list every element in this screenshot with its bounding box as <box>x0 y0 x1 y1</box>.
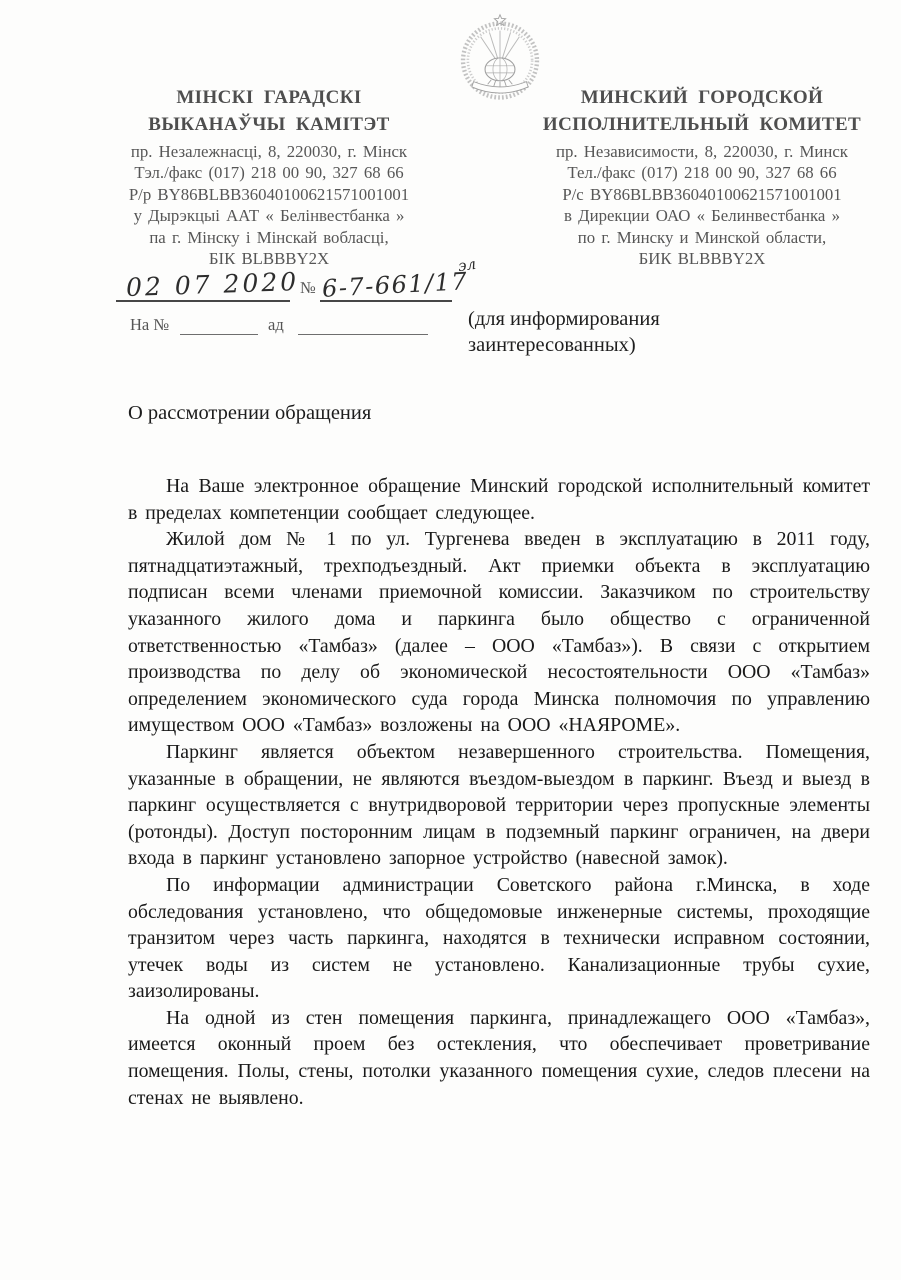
address-ru: пр. Независимости, 8, 220030, г. Минск <box>556 142 848 161</box>
reply-number-blank <box>180 312 258 335</box>
bik-by: БІК BLBBBY2X <box>208 249 330 269</box>
paragraph: Жилой дом № 1 по ул. Тургенева введен в эксплуатацию в 2011 году, пятнадцатиэтажный, трехподъездный. Акт приемки объекта в эксплуатацию подписан всеми членами приемочной комиссии. Заказчиком по строительству указанного жилого дома и паркинга было общество с ограниченной ответственностью «Тамбаз» (далее – ООО «Тамбаз»). В связи с открытием производства по делу об экономической несостоятельности ООО «Тамбаз» определением экономического суда города Минска полномочия по управлению имуществом ООО «Тамбаз» возложены на ООО «НАЯРОМЕ». <box>128 528 870 737</box>
org-name-ru-line1: МИНСКИЙ ГОРОДСКОЙ <box>580 87 824 108</box>
account-by: Р/р BY86BLBB36040100621571001001 <box>128 184 410 204</box>
org-name-ru-line2: ИСПОЛНИТЕЛЬНЫЙ КОМИТЕТ <box>542 114 862 135</box>
outgoing-number-field <box>320 266 469 303</box>
recipient-note-line2: заинтересованных) <box>468 334 636 356</box>
number-label: № <box>300 278 316 297</box>
date-field <box>116 266 300 303</box>
handwritten-number-superscript: эл <box>456 254 478 276</box>
paragraph: На одной из стен помещения паркинга, принадлежащего ООО «Тамбаз», имеется оконный проем без остекления, что обеспечивает проветривание помещения. Полы, стены, потолки указанного помещения сухие, следов плесени на стенах не выявлено. <box>128 1006 870 1109</box>
handwritten-number: 6-7-661/17 <box>321 267 469 303</box>
letterhead-left <box>104 84 434 269</box>
recipient-note-line1: (для информирования <box>468 308 660 330</box>
recipient-note <box>468 306 808 358</box>
paragraph: По информации администрации Советского района г.Минска, в ходе обследования установлено, что общедомовые инженерные системы, проходящие транзитом через часть паркинга, находятся в технически исправном состоянии, утечек воды из систем не установлено. Канализационные трубы сухие, заизолированы. <box>128 873 870 1003</box>
phone-by: Тэл./факс (017) 218 00 90, 327 68 66 <box>134 163 404 183</box>
bank-by-line2: па г. Мінску і Мінскай вобласці, <box>149 227 389 247</box>
reply-date-blank <box>298 312 428 335</box>
reply-date-label: ад <box>268 315 284 334</box>
bank-ru-line2: по г. Минску и Минской области, <box>577 227 827 247</box>
org-name-by-line2: ВЫКАНАЎЧЫ КАМІТЭТ <box>148 114 390 135</box>
handwritten-date: 02 07 2020 <box>125 266 300 303</box>
address-by: пр. Незалежнасці, 8, 220030, г. Мінск <box>130 142 408 161</box>
account-ru: Р/с BY86BLBB36040100621571001001 <box>562 184 842 204</box>
paragraph: На Ваше электронное обращение Минский городской исполнительный комитет в пределах компетенции сообщает следующее. <box>128 475 870 524</box>
paragraph: Паркинг является объектом незавершенного строительства. Помещения, указанные в обращении, не являются въездом-выездом в паркинг. Въезд и выезд в паркинг осуществляется с внутридворовой территории через пропускные элементы (ротонды). Доступ посторонним лицам в подземный паркинг ограничен, на двери входа в паркинг установлено запорное устройство (навесной замок). <box>128 740 870 870</box>
phone-ru: Тел./факс (017) 218 00 90, 327 68 66 <box>567 163 837 183</box>
letterhead-right <box>512 84 892 269</box>
bik-ru: БИК BLBBBY2X <box>638 249 766 269</box>
reply-number-label: На № <box>130 315 170 334</box>
org-name-by-line1: МІНСКІ ГАРАДСКІ <box>176 87 362 108</box>
letter-body <box>128 473 870 1111</box>
bank-ru-line1: в Дирекции ОАО « Белинвестбанка » <box>564 206 840 226</box>
bank-by-line1: у Дырэкцыі ААТ « Белінвестбанка » <box>133 206 405 226</box>
subject-line: О рассмотрении обращения <box>128 402 372 424</box>
